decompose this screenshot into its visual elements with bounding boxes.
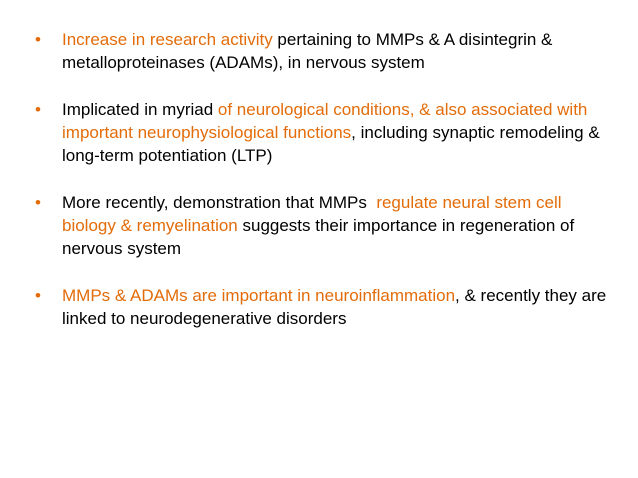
bullet-dot-icon: • [35,100,41,119]
bullet-highlight-text: Increase in research activity [62,30,273,49]
bullet-text: pertaining to MMPs & A disintegrin & metalloproteinases (ADAMs), in nervous system [62,30,553,72]
bullet-item [34,98,614,167]
bullet-highlight-text: regulate neural stem cell biology & remyelination [62,193,562,235]
bullet-text: , & recently they are linked to neurodegenerative disorders [62,286,607,328]
bullet-text: suggests their importance in regeneration of nervous system [62,216,575,258]
bullet-dot-icon: • [35,286,41,305]
bullet-highlight-text: of neurological conditions, & also associated with important neurophysiological functions [62,100,588,142]
bullet-dot-icon: • [35,30,41,49]
bullet-text: More recently, demonstration that MMPs [62,193,377,212]
bullet-text: Implicated in myriad [62,100,218,119]
bullet-item [34,284,614,330]
bullet-text: , including synaptic remodeling & long-term potentiation (LTP) [62,123,600,165]
bullet-item [34,28,614,74]
bullet-item [34,191,614,260]
bullet-list [34,28,614,354]
bullet-dot-icon: • [35,193,41,212]
bullet-highlight-text: MMPs & ADAMs are important in neuroinflammation [62,286,456,305]
